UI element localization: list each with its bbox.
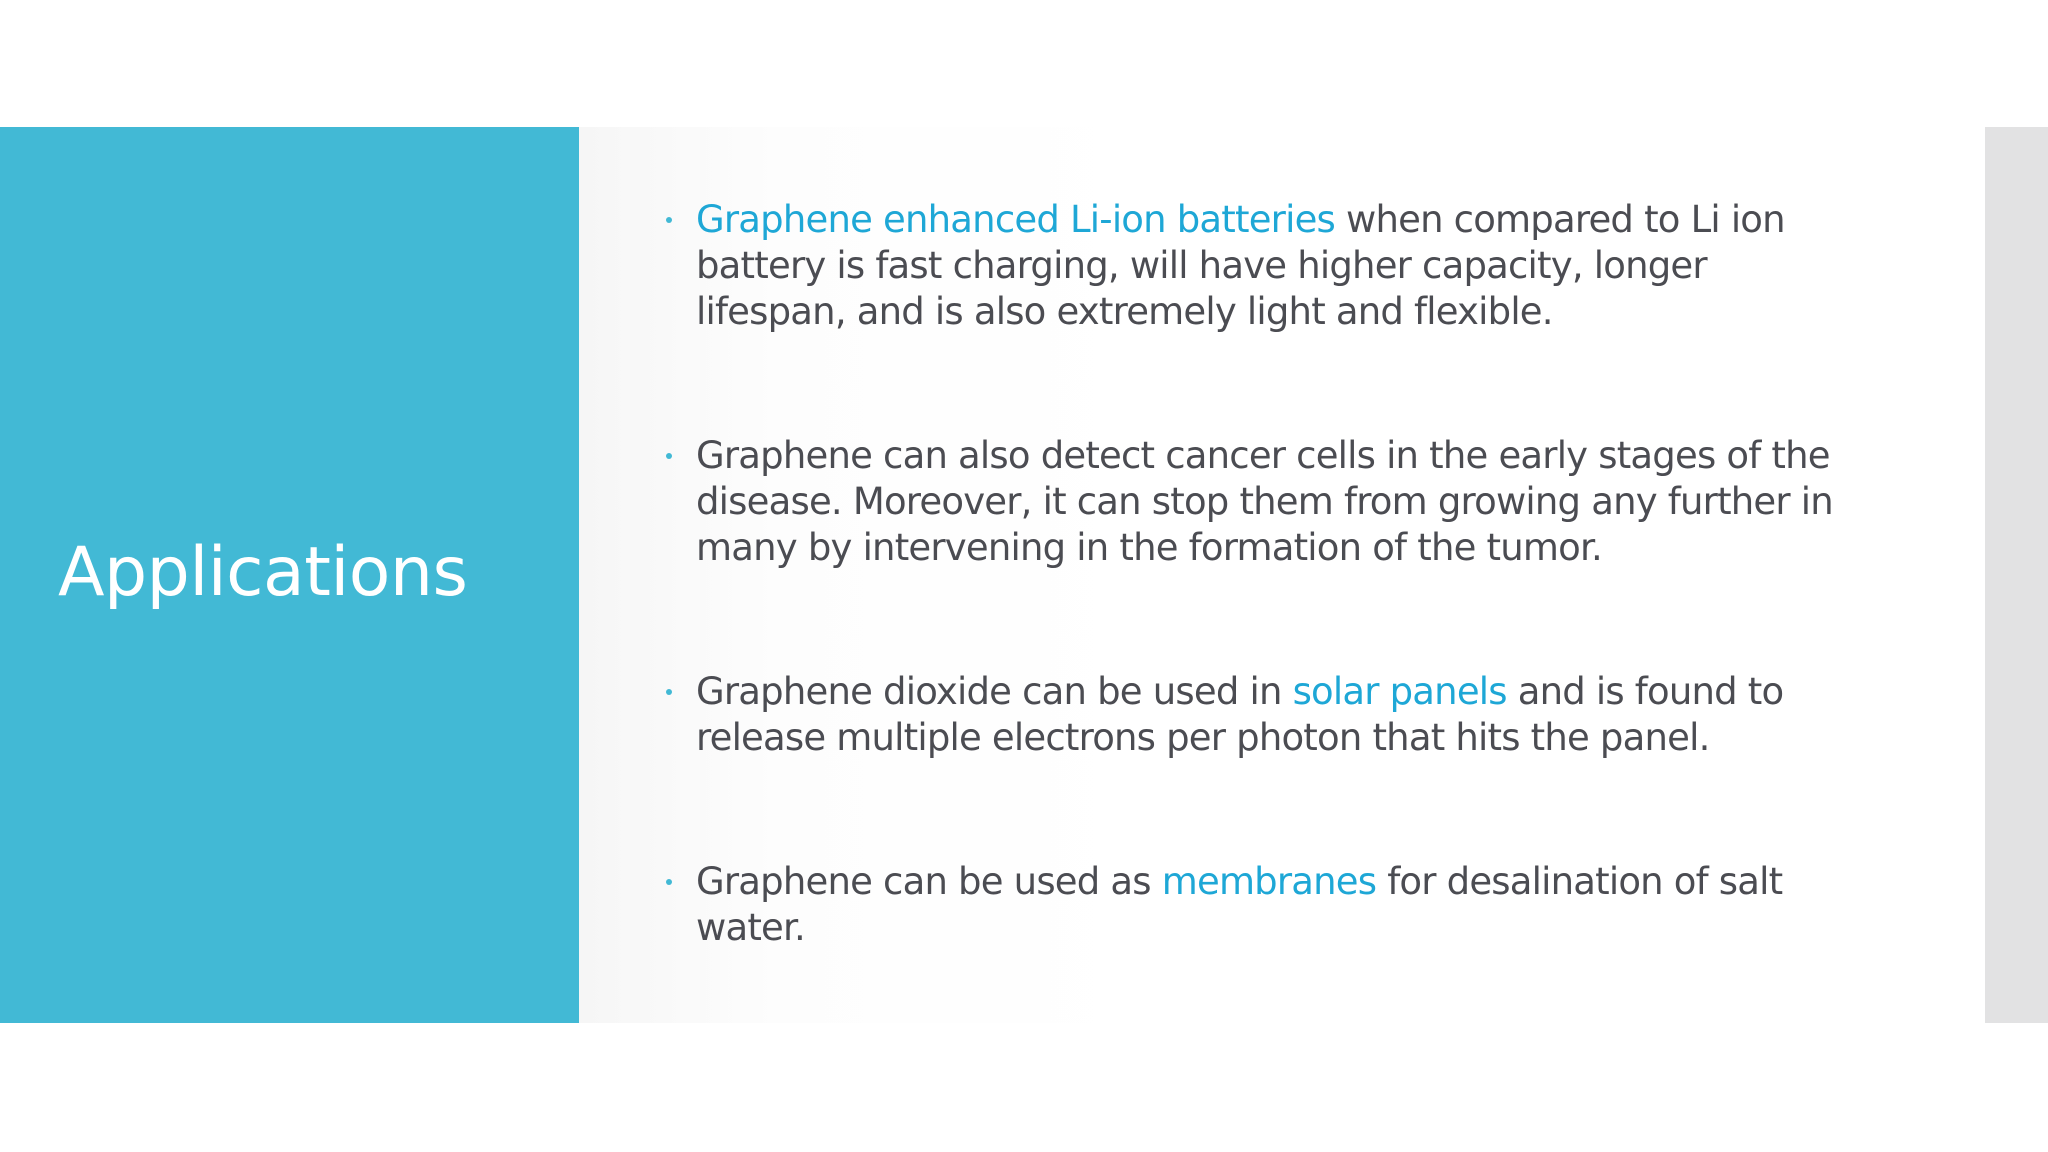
bullet-list bbox=[666, 197, 1866, 951]
link-membranes[interactable]: membranes bbox=[1161, 860, 1377, 903]
bullet-text: Graphene can be used as bbox=[696, 860, 1162, 903]
slide-title: Applications bbox=[58, 533, 468, 612]
bullet-text: Graphene can also detect cancer cells in the early stages of the disease. Moreover, it can stop them from growing any further in many by intervening in the formation of the tumor. bbox=[696, 434, 1833, 569]
bullet-text: and is found to release multiple electrons per photon that hits the panel. bbox=[696, 670, 1784, 759]
bullet-text: Graphene dioxide can be used in bbox=[696, 670, 1293, 713]
bullet-dot-icon bbox=[666, 453, 672, 459]
bullet-item-cancer bbox=[666, 433, 1866, 571]
bullet-text: for desalination of salt water. bbox=[696, 860, 1783, 949]
bullet-dot-icon bbox=[666, 217, 672, 223]
right-edge-band bbox=[1985, 127, 2048, 1023]
bullet-dot-icon bbox=[666, 689, 672, 695]
bullet-item-batteries bbox=[666, 197, 1866, 335]
bullet-item-solar bbox=[666, 669, 1866, 761]
bullet-item-membranes bbox=[666, 859, 1866, 951]
link-solar-panels[interactable]: solar panels bbox=[1292, 670, 1507, 713]
link-graphene-batteries[interactable]: Graphene enhanced Li-ion batteries bbox=[696, 198, 1336, 241]
bullet-dot-icon bbox=[666, 879, 672, 885]
bullet-text: when compared to Li ion battery is fast charging, will have higher capacity, longer lifespan, and is also extremely light and flexible. bbox=[696, 198, 1785, 333]
